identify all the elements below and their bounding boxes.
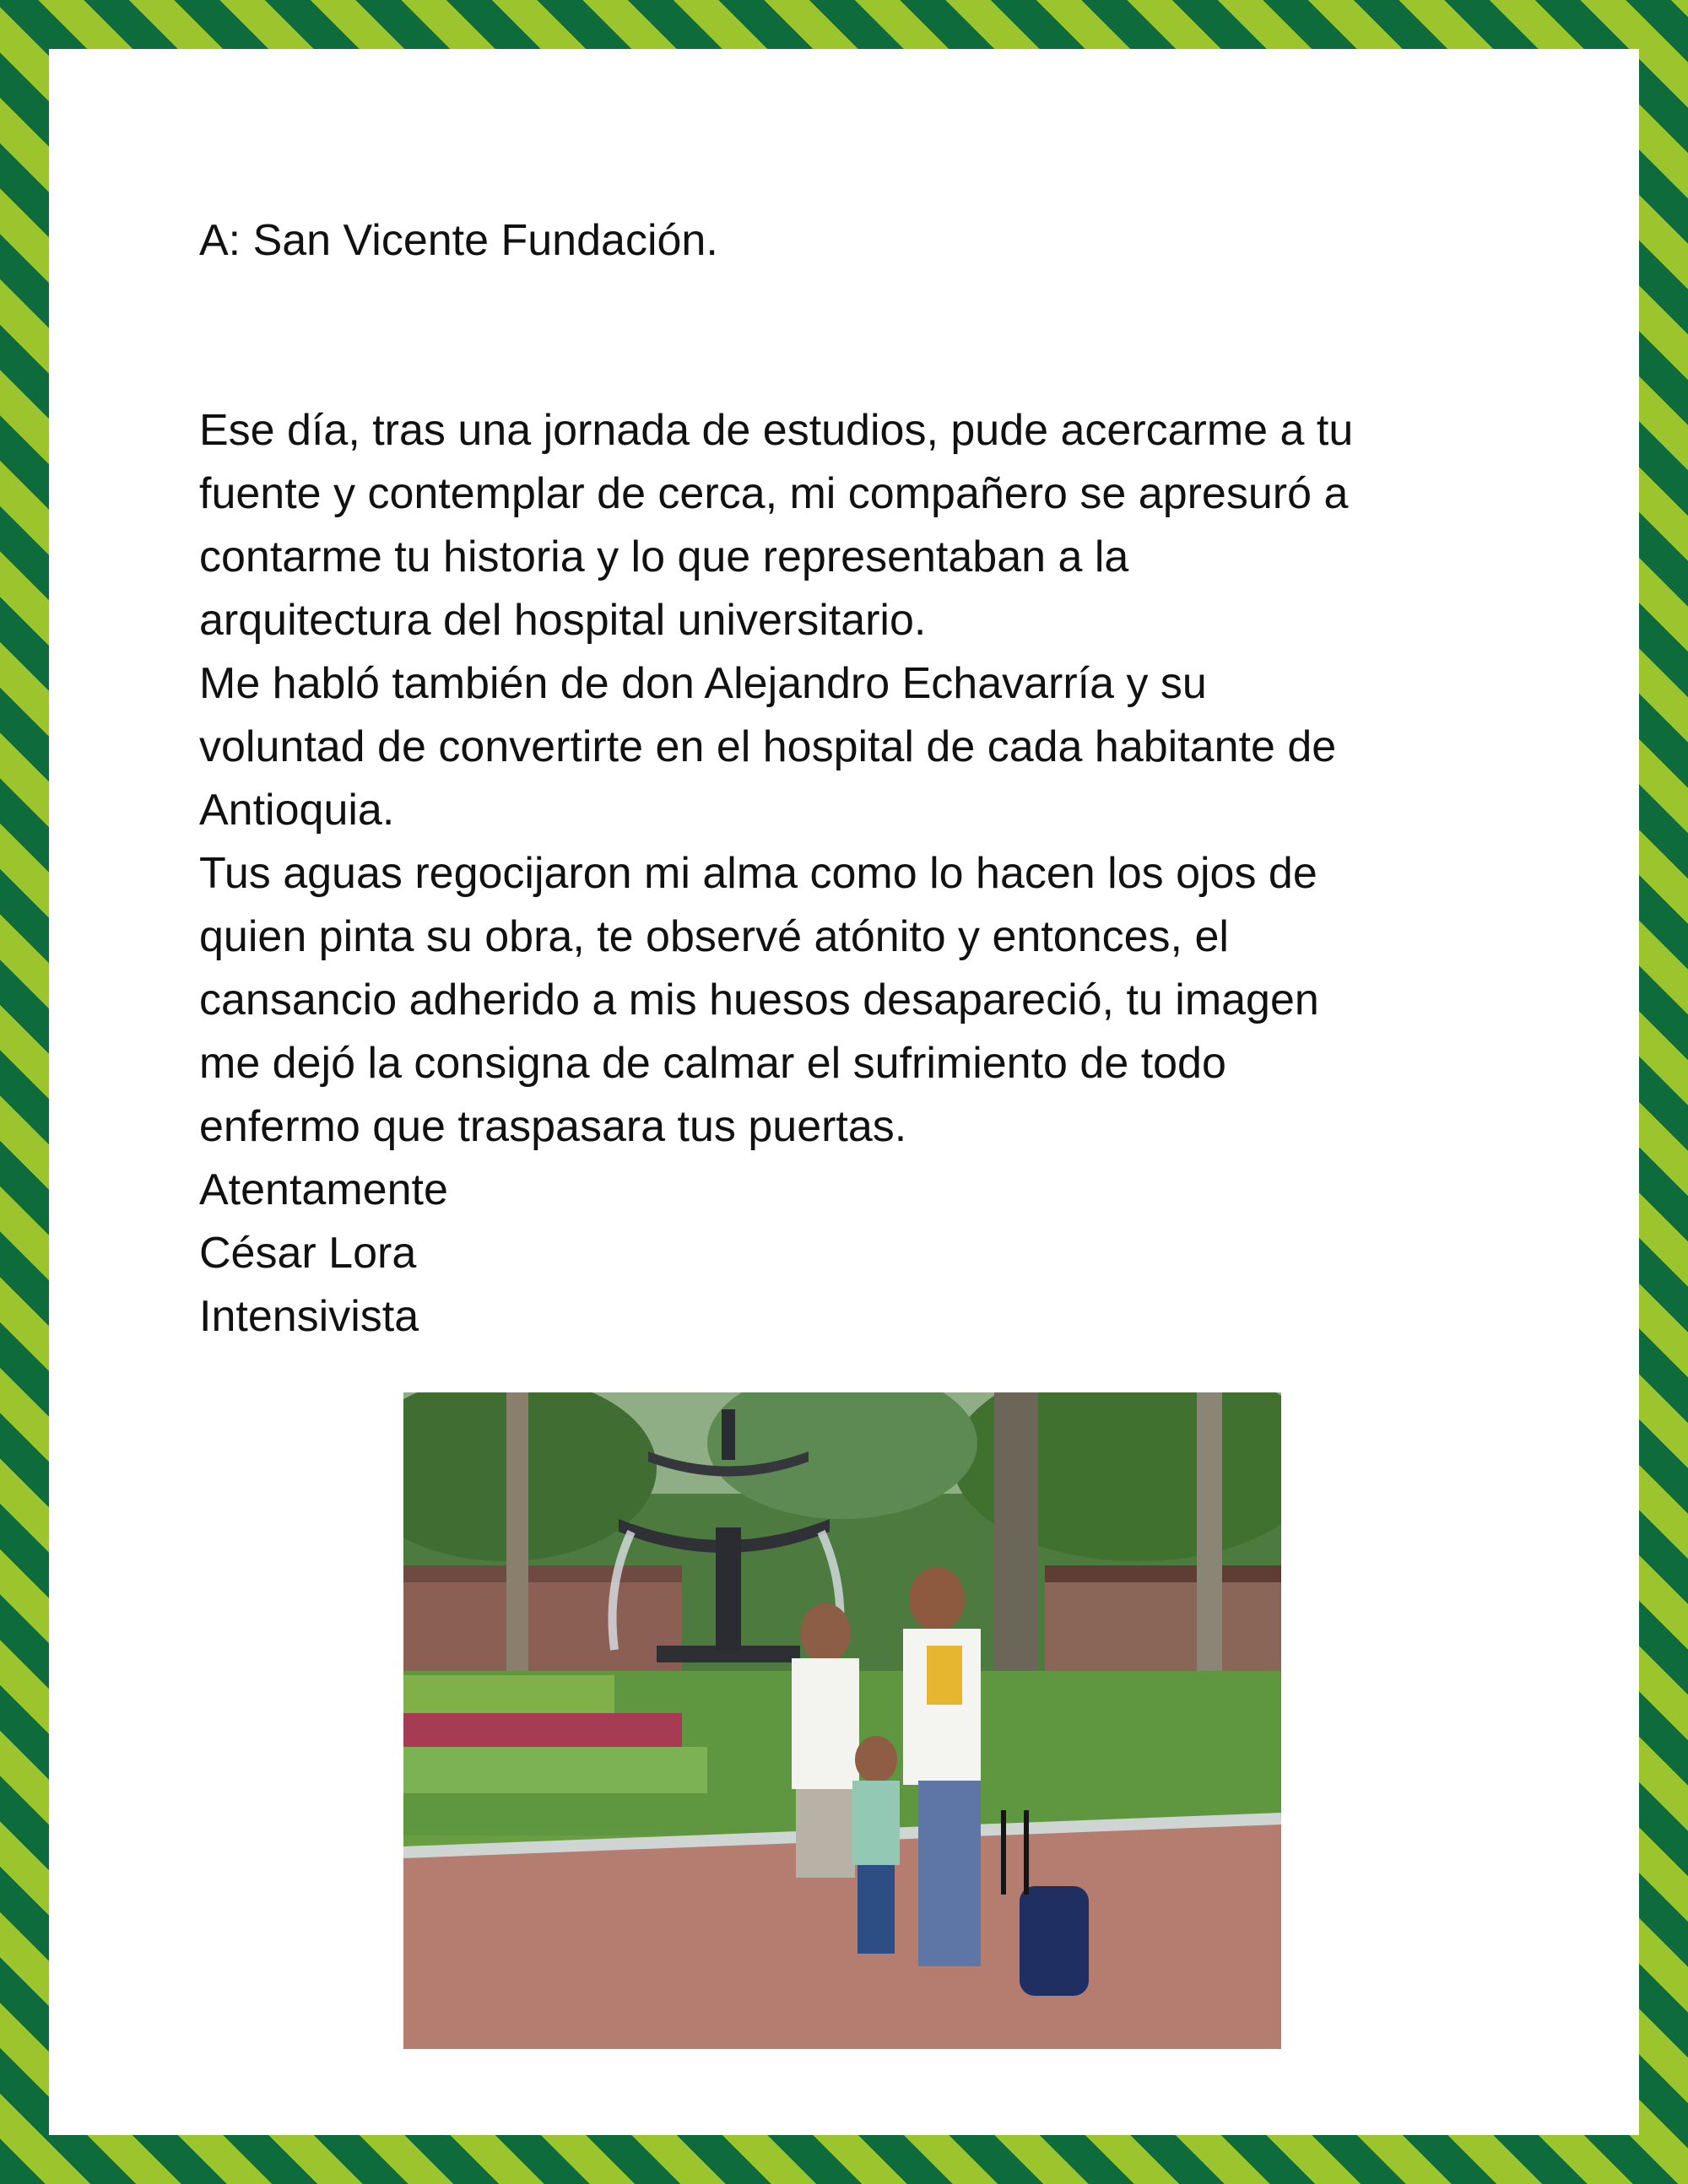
- letter-paragraph-3: Tus aguas regocijaron mi alma como lo hacen los ojos de quien pinta su obra, te observé atónito y entonces, el cansancio adherido a mis huesos desapareció, tu imagen me dejó la consigna de calmar el sufrimiento de todo enfermo que traspasara tus puertas.: [199, 849, 1319, 1151]
- signature-title: Intensivista: [199, 1292, 419, 1341]
- letter-paragraph-2: Me habló también de don Alejandro Echavarría y su voluntad de convertirte en el hospital de cada habitante de Antioquia.: [199, 659, 1337, 835]
- fountain-photo: [403, 1392, 1281, 2049]
- letter-body: [199, 209, 1550, 1349]
- letter-page: [49, 49, 1639, 2135]
- letter-closing: Atentamente: [199, 1165, 448, 1214]
- letter-paragraph-1: Ese día, tras una jornada de estudios, pude acercarme a tu fuente y contemplar de cerca, mi compañero se apresuró a contarme tu historia y lo que representaban a la arquitectura del hospital universitario.: [199, 406, 1354, 645]
- letter-addressee: A: San Vicente Fundación.: [199, 216, 718, 265]
- signature-name: César Lora: [199, 1229, 417, 1278]
- photo-illustration: [403, 1392, 1281, 2049]
